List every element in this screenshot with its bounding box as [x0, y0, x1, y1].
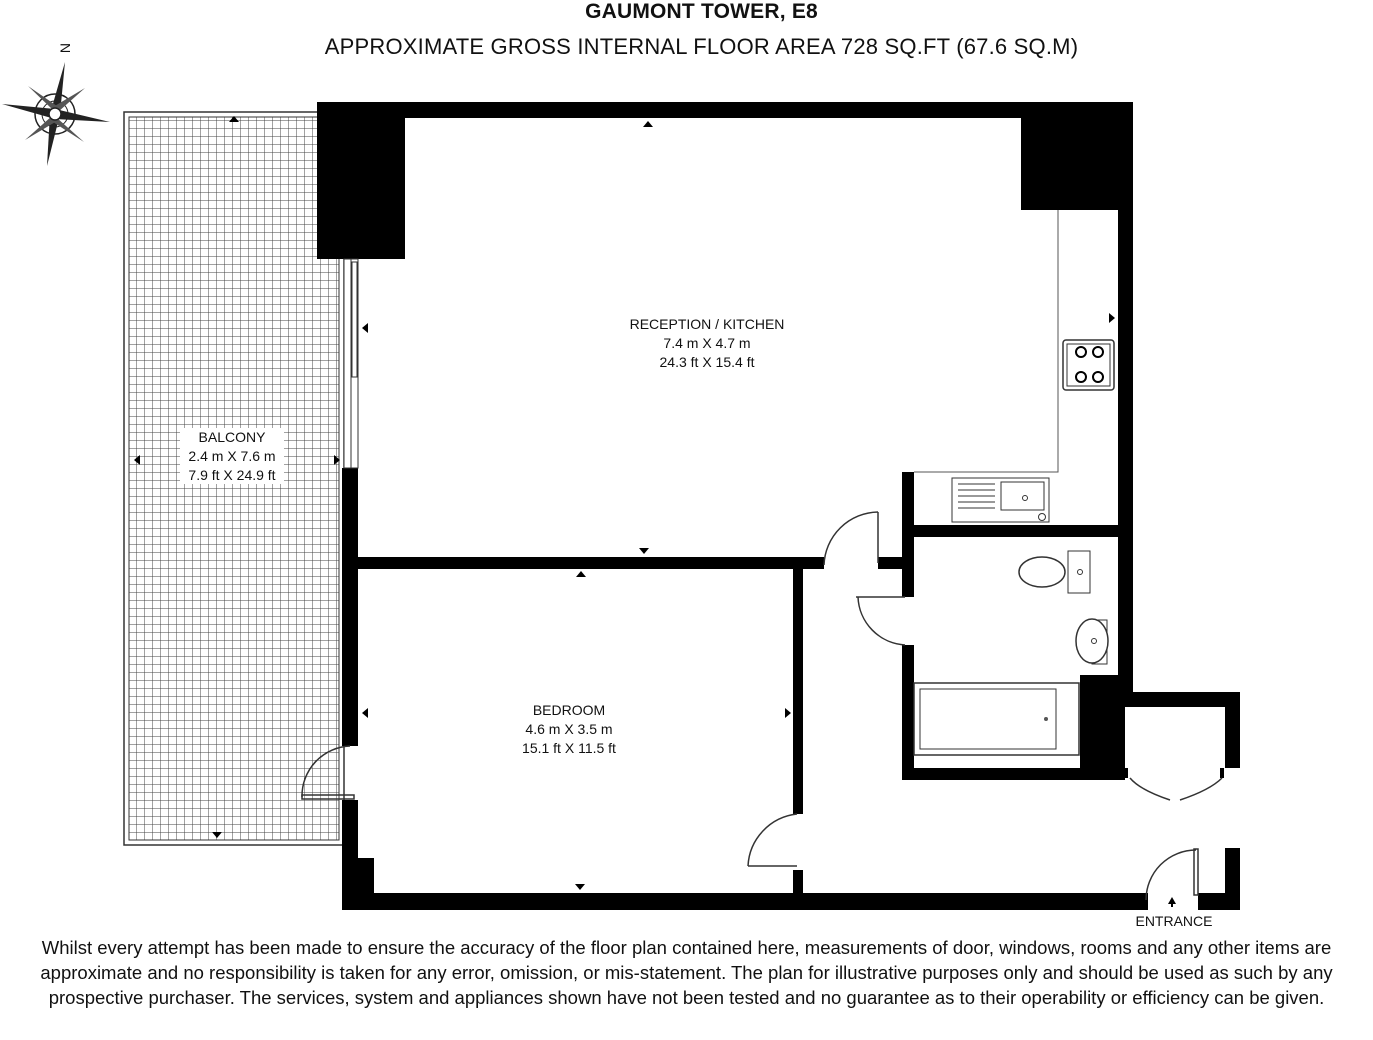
balcony-sliding-door [344, 259, 358, 468]
kitchen-sink-icon [952, 478, 1049, 522]
compass-rose-icon [2, 43, 110, 166]
kitchen-counter [914, 210, 1058, 472]
balcony-imperial: 7.9 ft X 24.9 ft [188, 467, 276, 483]
walls [317, 102, 1240, 910]
bathtub-icon [914, 683, 1079, 755]
toilet-icon [1019, 551, 1090, 593]
reception-metric: 7.4 m X 4.7 m [663, 335, 751, 351]
disclaimer-text: Whilst every attempt has been made to ensure the accuracy of the floor plan contained here, measurements of door, windows, rooms and any other items are approximate and no responsibility is taken for any error, omission, or mis-statement. The plan for illustrative purposes only and should be used as such by any prospective purchaser. The services, system and appliances shown have not been tested and no guarantee as to their operability or efficiency can be given. [40, 937, 1333, 1008]
reception-name: RECEPTION / KITCHEN [629, 316, 785, 332]
plan-title: GAUMONT TOWER, E8 [585, 0, 818, 23]
north-label: N [57, 42, 73, 54]
bedroom-name: BEDROOM [532, 702, 606, 718]
hob-icon [1063, 340, 1114, 390]
floor-area-subtitle: APPROXIMATE GROSS INTERNAL FLOOR AREA 728 SQ.FT (67.6 SQ.M) [324, 34, 1079, 59]
bedroom-metric: 4.6 m X 3.5 m [525, 721, 613, 737]
balcony-metric: 2.4 m X 7.6 m [188, 448, 276, 464]
reception-imperial: 24.3 ft X 15.4 ft [659, 354, 755, 370]
basin-icon [1076, 619, 1108, 664]
balcony-name: BALCONY [198, 429, 266, 445]
entrance-label: ENTRANCE [1135, 913, 1213, 929]
bedroom-imperial: 15.1 ft X 11.5 ft [522, 740, 616, 756]
